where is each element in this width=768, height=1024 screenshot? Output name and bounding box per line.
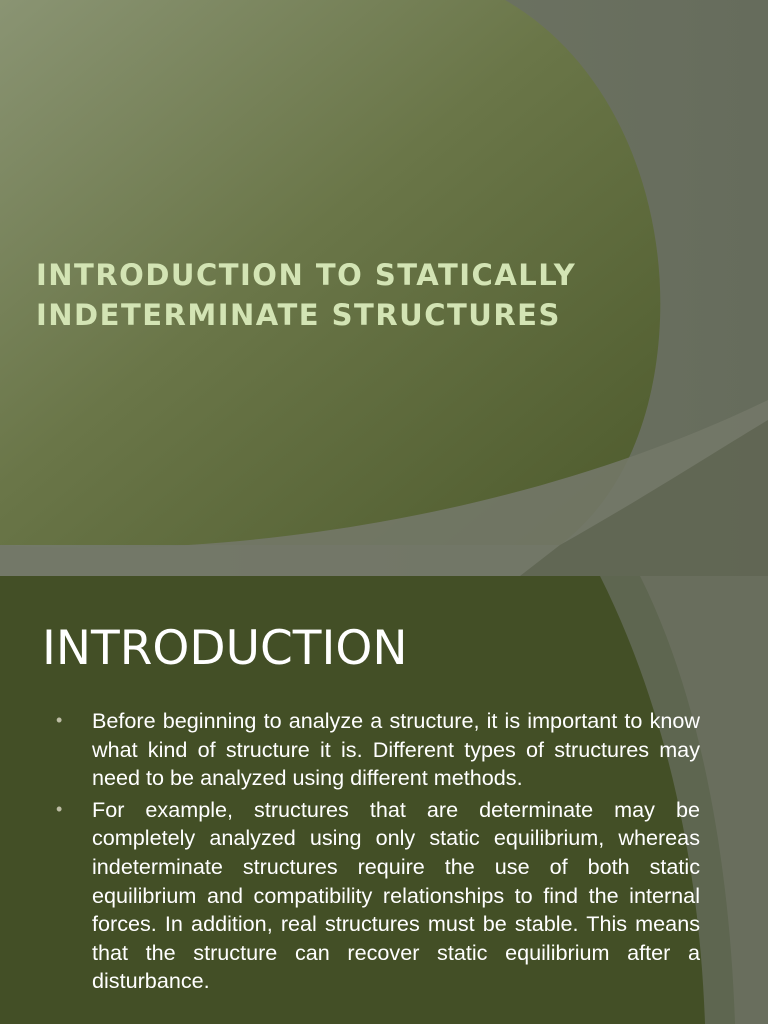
bullet-marker-icon: • [56,710,63,730]
bullet-list [56,707,700,999]
slide-title: INTRODUCTION TO STATICALLY INDETERMINATE STRUCTURES [36,258,577,332]
bullet-text: For example, structures that are determinate may be completely analyzed using only static equilibrium, whereas indeterminate structures require the use of both static equilibrium and compatibility relationships to find the internal forces. In addition, real structures must be stable. This means that the structure can recover static equilibrium after a disturbance. [92,796,700,994]
bullet-item [56,707,700,793]
bullet-marker-icon: • [56,798,63,819]
slide-heading: INTRODUCTION [42,621,408,676]
bullet-item [56,796,700,996]
bullet-text: Before beginning to analyze a structure, it is important to know what kind of structure it is. Different types of structures may need to be analyzed using different methods. [92,708,700,791]
